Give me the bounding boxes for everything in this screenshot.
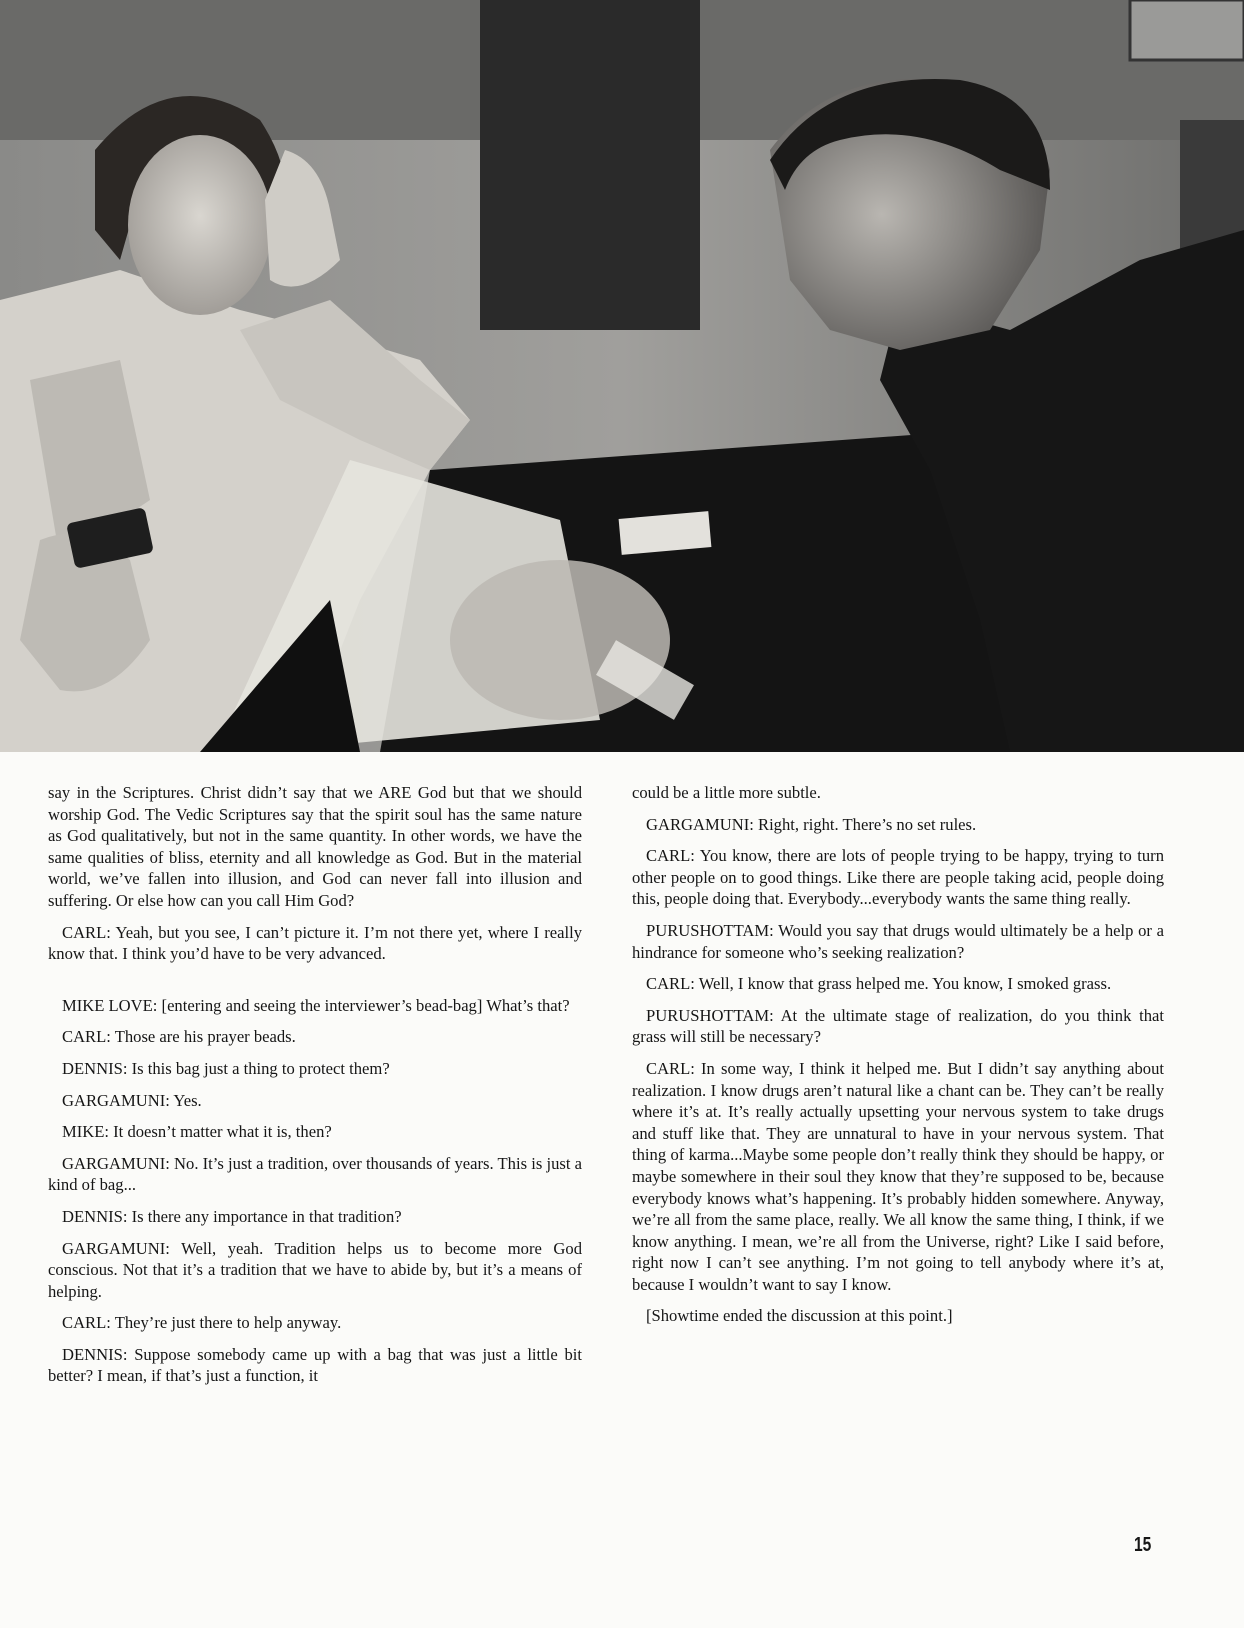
- right-text-column: [632, 782, 1164, 1337]
- photo-two-men-interview-icon: [0, 0, 1244, 752]
- left-text-column: [48, 782, 582, 1397]
- paragraph-purushottam-drugs: PURUSHOTTAM: Would you say that drugs would ultimately be a help or a hindrance for someone who’s seeking realization?: [632, 920, 1164, 962]
- paragraph-dennis-bag: DENNIS: Is this bag just a thing to protect them?: [62, 1058, 390, 1078]
- paragraph-scriptures: say in the Scriptures. Christ didn’t say that we ARE God but that we should worship God. The Vedic Scriptures say that the spirit soul has the same nature as God qualitatively, but not in the same quantity. In other words, we have the same qualities of bliss, eternity and all knowledge as God. But in the material world, we’ve fallen into illusion, and God can never fall into illusion and suffering. Or else how can you call Him God?: [48, 783, 582, 910]
- paragraph-showtime-ended: [Showtime ended the discussion at this point.]: [646, 1306, 953, 1326]
- paragraph-dennis-importance: DENNIS: Is there any importance in that tradition?: [62, 1206, 402, 1226]
- paragraph-carl-happy: CARL: You know, there are lots of people trying to be happy, trying to turn other people on to good things. Like there are people taking acid, people doing this, people doing that. Everybody...everybody wants the same thing really.: [632, 846, 1164, 909]
- paragraph-dennis-better-bag: DENNIS: Suppose somebody came up with a bag that was just a little bit better? I mean, if that’s just a function, it: [48, 1344, 582, 1386]
- paragraph-carl-realization: CARL: In some way, I think it helped me. But I didn’t say anything about realization. I know drugs aren’t natural like a chant can be. They can’t be really where it’s at. It’s really actually upsetting your nervous system to take drugs and stuff like that. They are unnatural to have in your nervous system. That thing of karma...Maybe some people don’t really think they should be happy, or maybe somewhere in their soul they know that they’re supposed to be, because everybody knows what’s happening. It’s probably hidden somewhere. Anyway, we’re all from the same place, really. We all know the same thing, I think, if we know anything. I mean, we’re all from the Universe, right? Like I said before, right now I can’t see anything. I’m not going to tell anybody where it’s at, because I wouldn’t want to say I know.: [632, 1058, 1164, 1294]
- paragraph-gargamuni-yes: GARGAMUNI: Yes.: [62, 1090, 202, 1110]
- paragraph-gargamuni-god-conscious: GARGAMUNI: Well, yeah. Tradition helps us to become more God conscious. Not that it’s a tradition that we have to abide by, but it’s a means of helping.: [48, 1238, 582, 1301]
- paragraph-carl-picture: CARL: Yeah, but you see, I can’t picture it. I’m not there yet, where I really know that. I think you’d have to be very advanced.: [48, 922, 582, 964]
- paragraph-gargamuni-no-rules: GARGAMUNI: Right, right. There’s no set rules.: [646, 814, 977, 834]
- paragraph-carl-grass: CARL: Well, I know that grass helped me. You know, I smoked grass.: [646, 974, 1112, 994]
- paragraph-mike-matter: MIKE: It doesn’t matter what it is, then?: [62, 1122, 332, 1142]
- paragraph-carl-help: CARL: They’re just there to help anyway.: [62, 1313, 342, 1333]
- page-number: 15: [1134, 1534, 1152, 1556]
- paragraph-gargamuni-tradition: GARGAMUNI: No. It’s just a tradition, over thousands of years. This is just a kind of bag...: [48, 1153, 582, 1195]
- interview-photo: [0, 0, 1244, 752]
- paragraph-carl-prayer-beads: CARL: Those are his prayer beads.: [62, 1027, 296, 1047]
- paragraph-purushottam-ultimate: PURUSHOTTAM: At the ultimate stage of realization, do you think that grass will still be necessary?: [632, 1005, 1164, 1047]
- paragraph-mike-love-enters: MIKE LOVE: [entering and seeing the interviewer’s bead-bag] What’s that?: [62, 995, 570, 1015]
- paragraph-subtle: could be a little more subtle.: [632, 783, 821, 802]
